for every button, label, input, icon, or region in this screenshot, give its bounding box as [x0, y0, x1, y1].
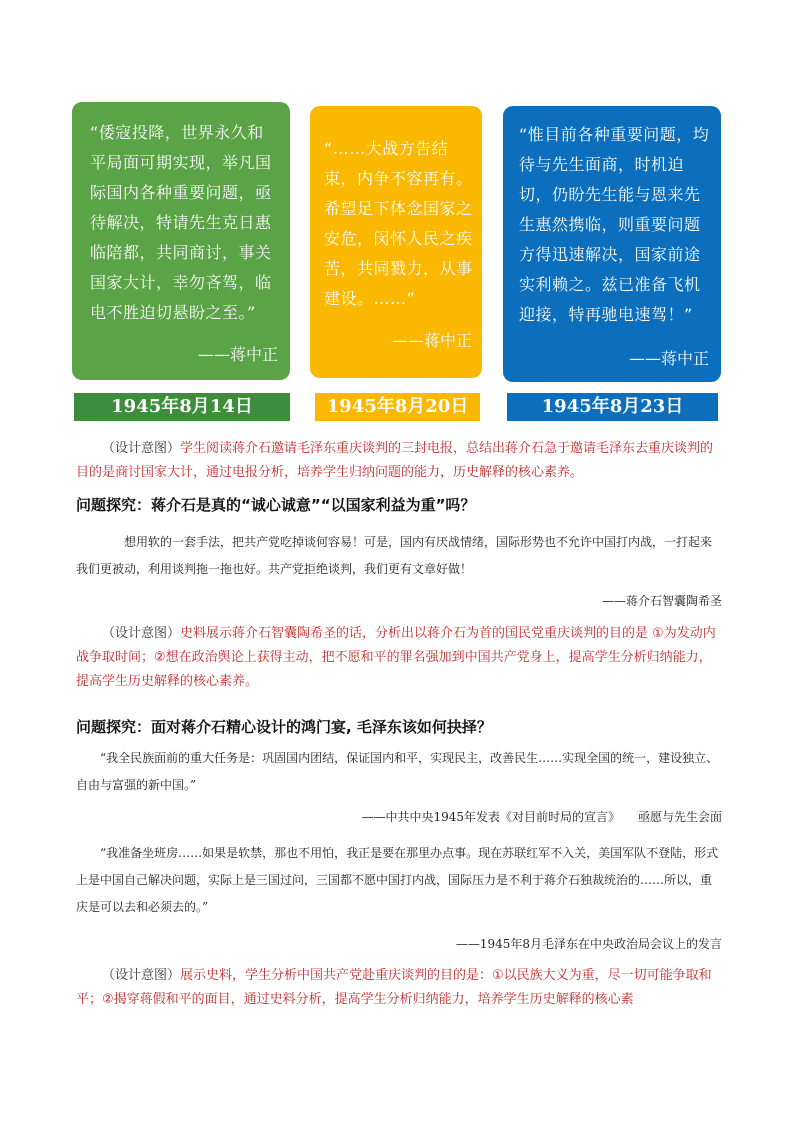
design-intent-3 — [76, 964, 722, 1012]
telegram-quote: “惟目前各种重要问题，均待与先生面商，时机迫切，仍盼先生能与恩来先生惠然携临，则重要问题方得迅速解决，国家前途实利赖之。兹已准备飞机迎接，特再驰电速驾！” — [519, 125, 710, 324]
date-label-aug20: 1945年8月20日 — [315, 393, 480, 421]
source-quote-1: 想用软的一套手法，把共产党吃掉谈何容易！可是，国内有厌战情绪，国际形势也不允许中国打内战，一打起来我们更被动，利用谈判拖一拖也好。共产党拒绝谈判，我们更有文章好做！ — [76, 535, 713, 576]
telegram-card-aug14 — [72, 102, 290, 380]
telegram-quote: “……大战方告结束，内争不容再有。希望足下体念国家之安危，闵怀人民之疾苦，共同戮力，从事建设。……” — [324, 139, 473, 308]
source-attribution-2: ——中共中央1945年发表《对目前时局的宣言》 亟愿与先生会面 — [361, 810, 722, 824]
telegram-card-aug20 — [310, 106, 482, 378]
design-intent-body: 学生阅读蒋介石邀请毛泽东重庆谈判的三封电报，总结出蒋介石急于邀请毛泽东去重庆谈判的目的是商讨国家大计，通过电报分析，培养学生归纳问题的能力，历史解释的核心素养。 — [76, 441, 714, 480]
telegram-signature: ——蒋中正 — [197, 345, 278, 364]
date-label-aug23: 1945年8月23日 — [507, 393, 718, 421]
design-intent-body: 展示史料，学生分析中国共产党赴重庆谈判的目的是：①以民族大义为重，尽一切可能争取和平；②揭穿蒋假和平的面目，通过史料分析，提高学生分析归纳能力，培养学生历史解释的核心素 — [76, 968, 712, 1007]
design-intent-body: 史料展示蒋介石智囊陶希圣的话，分析出以蒋介石为首的国民党重庆谈判的目的是 ①为发动内战争取时间；②想在政治舆论上获得主动，把不愿和平的罪名强加到中国共产党身上，提高学生分析归纳能力，提高学生历史解释的核心素养。 — [76, 626, 716, 689]
question-heading-1: 问题探究：蒋介石是真的“诚心诚意”“以国家利益为重”吗？ — [76, 496, 476, 514]
telegram-signature: ——蒋中正 — [391, 331, 472, 350]
source-quote-3: “我准备坐班房……如果是软禁，那也不用怕，我正是要在那里办点事。现在苏联红军不入关，美国军队不登陆，形式上是中国自己解决问题，实际上是三国过问，三国都不愿中国打内战，国际压力是不利于蒋介石独裁统治的……所以，重庆是可以去和必须去的。” — [76, 846, 719, 914]
source-attribution-3: ——1945年8月毛泽东在中央政治局会议上的发言 — [455, 937, 722, 951]
design-intent-prefix: （设计意图） — [102, 626, 181, 641]
telegram-card-aug23 — [503, 106, 721, 382]
source-quote-2: “我全民族面前的重大任务是：巩固国内团结，保证国内和平，实现民主，改善民生……实现全国的统一，建设独立、自由与富强的新中国。” — [76, 751, 719, 792]
design-intent-prefix: （设计意图） — [102, 441, 181, 456]
date-label-aug14: 1945年8月14日 — [74, 393, 290, 421]
telegram-quote: “倭寇投降，世界永久和平局面可期实现，举凡国际国内各种重要问题，亟待解决，特请先生克日惠临陪都，共同商讨，事关国家大计，幸勿吝驾，临电不胜迫切悬盼之至。” — [90, 123, 272, 322]
question-heading-2: 问题探究：面对蒋介石精心设计的鸿门宴, 毛泽东该如何抉择？ — [76, 718, 492, 736]
design-intent-prefix: （设计意图） — [102, 968, 181, 983]
design-intent-1 — [76, 437, 722, 485]
telegram-signature: ——蒋中正 — [628, 349, 709, 368]
source-attribution-1: ——蒋介石智囊陶希圣 — [601, 594, 722, 608]
design-intent-2 — [76, 622, 722, 694]
